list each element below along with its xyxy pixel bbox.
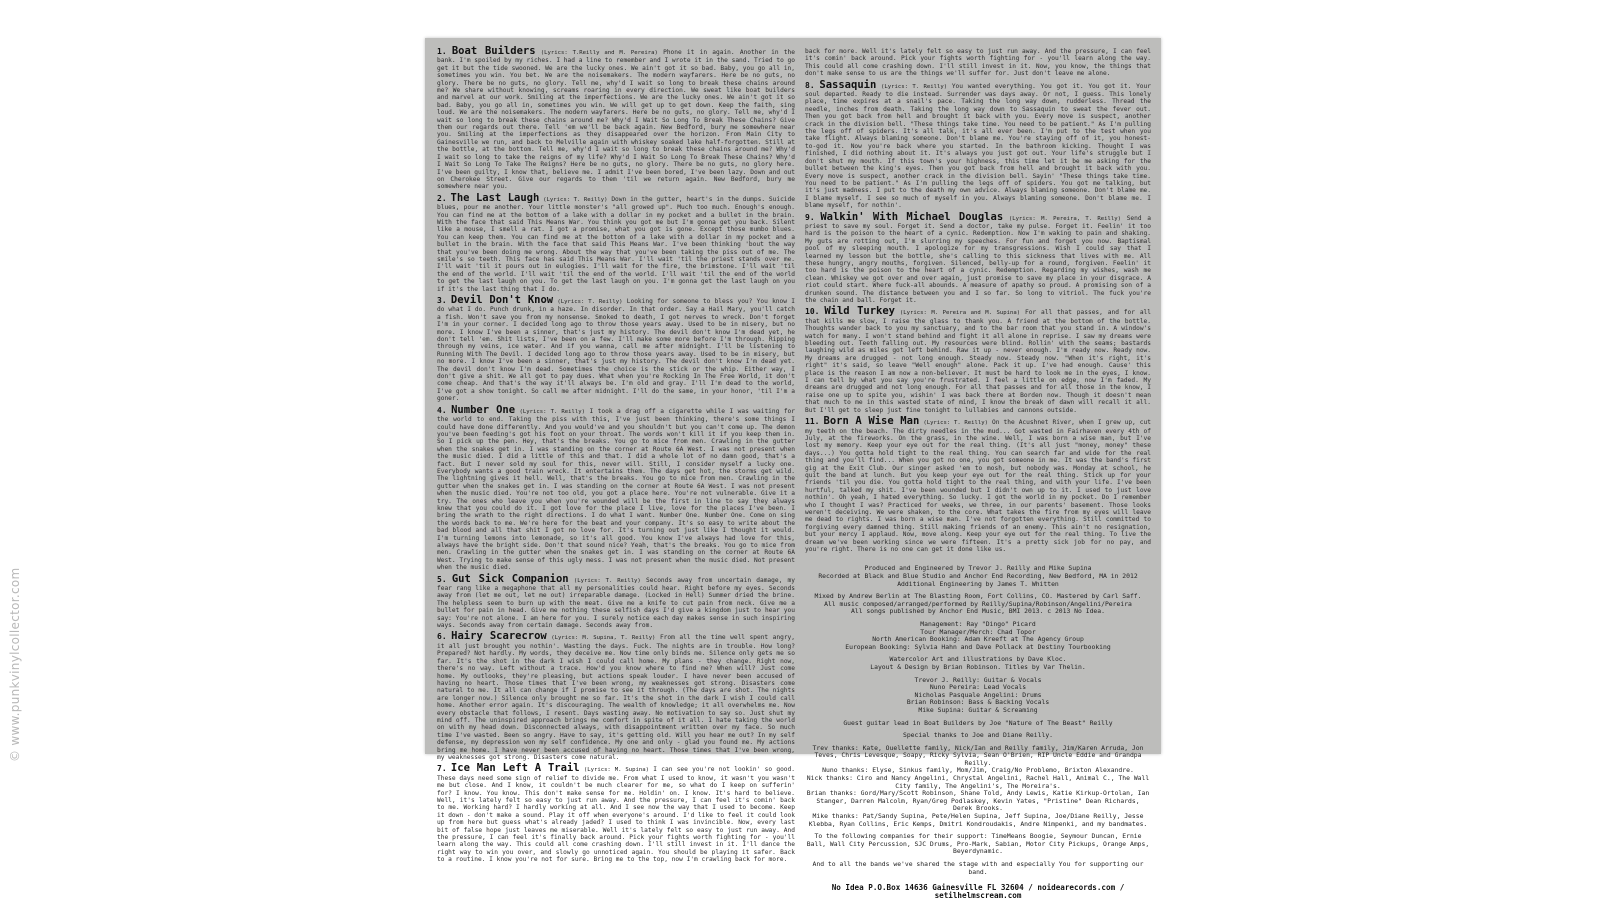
song-number: 4.: [437, 405, 447, 415]
credit-block: [805, 677, 1151, 715]
song-number: 7.: [437, 764, 447, 774]
song-title: Walkin' With Michael Douglas: [820, 210, 1004, 223]
credit-line: North American Booking: Adam Kreeft at The Agency Group: [872, 635, 1084, 644]
credit-line: Brian Robinson: Bass & Backing Vocals: [906, 698, 1050, 707]
song-title: Ice Man Left A Trail: [450, 762, 580, 775]
song-continuation: [805, 48, 1151, 78]
song-entry: [437, 45, 795, 191]
watermark-text: © www.punkvinylcollector.com: [8, 567, 22, 762]
song-entry: [437, 762, 795, 864]
credit-line: All music composed/arranged/performed by Reilly/Supina/Robinson/Angelini/Pereira: [824, 599, 1132, 608]
song-entry: [805, 78, 1151, 210]
credit-line: Mixed by Andrew Berlin at The Blasting Room, Fort Collins, CO. Mastered by Carl Saff.: [814, 592, 1142, 601]
song-title: Gut Sick Companion: [451, 572, 569, 585]
credit-block: [805, 565, 1151, 588]
song-lyrics: For all that passes, and for all that kills me slow, I raise the glass to thank you. A friend at the bottom of the bottle. Thoughts wander back to you my sanctuary, and to the bar room that you stand in. A window's watch for many. I won't stand behind and fight it all alone in reprise. I saw my dreams were bleeding out. Teeth falling out. My resources were blind. Rollin' with the seams; bastards laughing wild as miles got left behind. Raw it up - never enough. I'm ready now. Ready now. My dreams are drugged - not long enough. Steady now. Steady now. "When it's right, it's right" it's said, so leave "Well enough" alone. Pack it up. I've had enough. Cause' this place is the reason I am now a non-believer. It must be hard to look me in the eyes, I know. I can tell by what you say you're frustrated. I feel a little on edge, now I'm faded. My dreams are drugged and not long enough. For all that passes and for all those in the know, I raise one up to spite you, wishin' I was back there at Borden now. Though it doesn't mean that much to me in this wasted state of mind, I know the break of dawn will recall it all. But I'll get to sleep just fine tonight to lullabies and cannons outside.: [805, 309, 1151, 414]
song-lyrics: Looking for someone to bless you? You know I do what I do. Punch drunk, in a haze. In disorder. In that order. Say a Hail Mary, you'll catch a fish. Won't save you from my nonsense. Smoked to death, I got nerves to wreck. Don't forget I'm in your corner. I decided long ago to throw those years away. Used to be in misery, but no more. I know I've been a sinner, that's just my history. The devil don't know I'm dead yet, he don't tell 'em. Shit lists, I've been on a few. I'll make some more before I'm through. Ripping through my veins, ice water. And if you wanna, call me after midnight. I'll be listening to Running With The Devil. I decided long ago to throw those years away. Used to be in misery, but no more. I know I've been a sinner, that's just my history. The devil don't know I'm dead yet. The devil don't know I'm dead. Sometimes the choice is the stick or the whip. Either way, I don't give a shit. We all got to pay dues. What when you're Rocking In The Free World, it don't come cheap. And that's the way it'll always be. I'm old and gray. I'll I'm dead to the world, I've got a show tonight. So call me after midnight. I'll do the same, in your honor, 'til I'm a goner.: [437, 298, 795, 403]
song-credit: (Lyrics: T.Reilly and M. Pereira): [540, 50, 658, 56]
song-number: 9.: [805, 212, 815, 222]
song-entry: [805, 210, 1151, 305]
credit-line: Recorded at Black and Blue Studio and Anchor End Recording, New Bedford, MA in 2012: [818, 572, 1138, 580]
credit-line: Guest guitar lead in Boat Builders by Joe "Nature of The Beast" Reilly: [843, 718, 1113, 727]
song-entry: [805, 415, 1151, 553]
credit-line: Tour Manager/Merch: Chad Topor: [920, 627, 1036, 636]
song-credit: (Lyrics: M. Pereira and M. Supina): [899, 310, 1021, 317]
credit-line: Produced and Engineered by Trevor J. Reilly and Mike Supina: [864, 564, 1092, 573]
album-credits: [805, 565, 1151, 876]
song-lyrics: From all the time well spent angry, it all just brought you nothin'. Wasting the days. Fuck. The nights are in trouble. How long? Prepared? Not hardly. My words, they deceive me. Now time only binds me. Silence only gets me so far. It's the shot in the dark I wish I could call home. My plans - they change. Right now, there's no way. Left without a trace. How'd you know where to find me? When will? Just come home. My outlooks, they're pleasing, but actions speak louder. I have never been accused of having no heart. Those times that I've been wrong, my weaknesses got strong. Disasters come natural to me. It all can change if I promise to see it through. (The days are shot. The nights are longer now.) Silence only brought me so far. It's the shot in the dark I wish I could call home. Another error again. It's discouraging. The wealth of knowledge; it all overwhelms me. Now every obstacle that follows, I resent. Days wasting away. No motivation to say so. Just shut my mind off. The uninspired approach brings me comfort in spite of it all. I hate taking the world on with my head down. Disconnected always, with disappointment written over my face. So much time I've wasted. Been so angry. Have to say, it's getting old. Will you hear me out? In my self defense, my depression won my self confidence. My one and only - glad you found me. My actions bring me home. I have never been accused of having no heart. Those times that I've been wrong, my weaknesses got strong. Disasters come natural.: [437, 634, 796, 761]
lyric-sheet: [425, 38, 1161, 900]
song-lyrics: Send a priest to save my soul. Forget it. Send a doctor, take my pulse. Forget it. Feelin' it too hard is the poison to the heart of a cynic. Redemption. Now I'm waking to pain and shaking. My guts are rotting out, I'm slurring my speeches. For fun and forget you now. Baptismal pool of my sleeping mouth. I apologize for my transgressions. Wish I could say that I learned my lesson but the bottle, she's calling to this sickness that lives with me. All these hungry, angry mouths, forgiven. Silenced, belly-up for a round, forgiven. Feelin' it too hard is the poison to the heart of a cynic. Redemption. Regarding my wishes, wash me clean. Whiskey we got over and over again, just promise to save my place in your disgrace. A riot could start. Where fuck-all abounds. A measure of apathy so proud. A promising son of a drunken sound. The distance between you and I so far. So long to vitriol. The fuck you're the chain and ball. Forget it.: [805, 214, 1151, 304]
credit-line: Brian thanks: Gord/Mary/Scott Robinson, Shane Told, Andy Lewis, Katie Kirkup-Ortolan, Ian Stanger, Darren Malcolm, Ryan/Greg Podlaskey, Kevin Yates, "Pristine" Dean Richards, Derek Brooks.: [806, 789, 1150, 813]
credit-block: [805, 593, 1151, 616]
song-number: 8.: [805, 80, 815, 90]
song-title: Hairy Scarecrow: [451, 630, 547, 643]
credit-line: All songs published by Anchor End Music, BMI 2013. c 2013 No Idea.: [851, 607, 1105, 616]
song-lyrics: Phone it in again. Another in the bank. I'm spoiled by my riches. I had a line to remember and I wrote it in the sand. Tried to go get it but the tide swooned. We are the lucky ones. We ain't got it so bad. Baby, you go all in, sometimes you win. You bet. We are the noisemakers. The modern wayfarers. Here be no guts, no glory. There be no guts, no glory. Tell me, why'd I wait so long to break these chains around me? We share without knowing, screams roaring in every direction. We sweat like boat builders and marvel at our work. Smiling at the imperfections. We are the lucky ones. We ain't got it so bad. Baby, you go all in, sometimes you win. We will get up to get down. Keep the faith, sing loud. We are the noisemakers. The modern wayfarers. Here be no guts, no glory. Tell me, why'd I wait so long to break these chains around me? Why'd I Wait So Long To Break These Chains? Give them our regards out there. Tell 'em we'll be back again. New Bedford, bury me somewhere near you. Smiling at the imperfections as they disappeared over the horizon. From Main City to Gainesville we run, and back to Melville again with whiskey soaked lake half-forgotten. Still at the bottle, at the bottom. Tell me, why'd I wait so long to break these chains around me? Why'd I wait so long to take the reigns of my life? Why'd I Wait So Long To Break These Chains? Why'd I Wait So Long To Take The Reigns? Here be no guts, no glory. There be no guts, no glory here. I've been guilty, I know that, believe me. I admit I've been bored, I've been lazy. Down and out on Cherokee Street. Give our regards to them 'til we return again. New Bedford, bury me somewhere near you.: [437, 49, 795, 191]
credit-line: Trevor J. Reilly: Guitar & Vocals: [914, 675, 1042, 684]
label-address: No Idea P.O.Box 14636 Gainesville FL 32604 / noidearecords.com / setilhelmscream.com: [831, 883, 1125, 900]
song-number: 1.: [437, 47, 447, 56]
song-lyrics: On the Acushnet River, when I grew up, cut my teeth on the beach. The dirty needles in the mud... Got wasted in Fairhaven every 4th of July, at the fireworks. On the grass, in the wine. Well, I was born a wise man, but I've lost my memory. Keep your eye out for the real thing. (It's all just "money, money" these days...) You gotta hold tight to the real thing. You can search far and wide for the real thing and you'll find... When you got no one, you got someone in me. It was the band's first gig at the Exit Club. Our singer asked 'em to mosh, but nobody was. Monday at school, he quit the band at lunch. But you keep your eye out for the real thing. Stick up for your friends 'til you die. You gotta hold tight to the real thing, and with your life. I've been hurtful, talked my shit. I've been wounded but I didn't own up to it. I used to just love nothin'. Oh yeah, I hated everything. So lucky. I got the world in my pocket. Do I remember who I thought I was? Practiced for weeks, we three, in our parents' basement. Those looks weren't deceiving. We were shaken, to the core. What takes the fire from my eyes will leave me dead to rights. I was born a wise man. I've not forgotten everything. Still committed to forgiving every damned thing. Still making friends of an enemy. This ain't no resignation, but your mercy I applaud. Now, move along. Keep your eye out for the real thing. To live the dream we've been working since we were fifteen. It's a pretty sick job for no pay, and you're right. There is no one can get it done like us.: [805, 419, 1151, 553]
song-title: Wild Turkey: [824, 305, 896, 318]
song-title: Sassaquin: [819, 78, 877, 91]
song-credit: (Lyrics: M. Pereira, T. Reilly): [1008, 215, 1122, 222]
song-title: Devil Don't Know: [450, 294, 554, 306]
song-lyrics: You wanted everything. You got it. You got it. Your soul departed. Ready to die instead. Surrender was days away. Or not, I guess. This lonely place, time expires at a snail's pace. Taking the long way down, rudderless. Thread the needle, inches from death. Taking the long way down to Sassaquin to sweat the fever out. Then you got back from hell and brought it back with you. Every move is suspect, another crack in the division bell. "These things take time. You need to be patient." As I'm pulling the legs off of spiders. It's all talk, it's all ever been. I'm put to the test when you take flight. Always blaming someone. Don't blame me. You're staying off of it, you honest-to-god it. Now you're back where you started. In the bathroom kicking. Thought I was finished, I did nothing about it. It's always you just got out. Your life's struggle but I don't shut my mouth. If this town's your highness, this time let it be me asking for the bullet between the king's eyes. Then you got back from hell and brought it back with you. Every move is suspect, another crack in the division bell. Sayin' "These things take time. You need to be patient." As I'm pulling the legs off of spiders. You got me talking, but it's just madness. I put to the death my own advice. Always blaming someone. Don't blame me. I blame myself. I see so much of myself in you. Always blaming someone. Don't blame me. I blame myself, for nothin'.: [805, 82, 1151, 210]
credit-line: Nicholas Pasquale Angelini: Drums: [914, 690, 1042, 699]
credit-block: [805, 833, 1151, 856]
credit-line: Layout & Design by Brian Robinson. Titles by Var Thelin.: [870, 662, 1086, 671]
song-number: 6.: [437, 632, 447, 642]
credit-line: Watercolor Art and illustrations by Dave Kloc.: [889, 655, 1067, 664]
song-credit: (Lyrics: M. Supina, T. Reilly): [551, 635, 656, 642]
credit-block: [805, 621, 1151, 651]
credit-line: Mike thanks: Pat/Sandy Supina, Pete/Helen Supina, Jeff Supina, Joe/Diane Reilly, Jesse Klebba, Ryan Collins, Eric Kemps, Dmitri Kondroudakis, Andre Nimpenki, and my bandmates.: [808, 812, 1148, 828]
song-title: The Last Laugh: [450, 191, 540, 204]
song-lyrics: Down in the gutter, heart's in the dumps. Suicide blues, pour me another. Your little monster's "all growed up". Much too much. Enough's enough. You can find me at the bottom of a lake with a dollar in my pocket and a bullet in the brain. With the face that said This Means War. You think you got me but I'm gonna get you back. Silent like a mouse, I smell a rat. I got a promise, what you got is gone. Except those mumbo blues. You can keep them. You can find me at the bottom of a lake with a dollar in my pocket and a bullet in the brain. With the face that said This Means War. I've been thinking 'bout the way that you've been doing me wrong. About the way that you've been taking the piss out of me. The smile's so teeth. This face has said This Means War. I'll wait 'til the priest stands over me. I'll wait 'til it pours out in eulogies. I'll wait for the fire, the brimstone. I'll wait 'til the end of the world. I'll wait 'til the end of the world. I'll wait 'til the end of the world to get the last laugh on you. To get the last laugh on you. I'm gonna get the last laugh on you if it's the last thing that I do.: [437, 195, 795, 293]
credit-line: Nick thanks: Ciro and Nancy Angelini, Chrystal Angelini, Rachel Hall, Animal C., The Wall City family, The Angelini's, The Moreira's.: [806, 774, 1150, 790]
credit-line: Nuno Pereira: Lead Vocals: [929, 683, 1027, 692]
song-lyrics: back for more. Well it's lately felt so easy to just run away. And the pressure, I can feel it's comin' back around. Pick your fights worth fighting for - you'll learn along the way. This could all come crashing down. I'll still invest in it. Now, you know, the things that don't make sense to us are the things we'll suffer for. Just don't leave me alone.: [805, 48, 1151, 78]
credit-block: [805, 656, 1151, 671]
song-entry: [437, 630, 796, 761]
song-number: 11.: [805, 417, 820, 427]
song-credit: (Lyrics: T. Reilly): [557, 299, 623, 305]
lyrics-column-left: [437, 45, 796, 864]
credit-block: [805, 745, 1151, 829]
song-credit: (Lyrics: T. Reilly): [923, 420, 988, 427]
song-credit: (Lyrics: T. Reilly): [543, 196, 608, 203]
credit-line: European Booking: Sylvia Hahn and Dave Pollack at Destiny Tourbooking: [845, 642, 1111, 651]
credit-line: Additional Engineering by James T. Whitten: [897, 579, 1059, 588]
song-title: Boat Builders: [451, 45, 536, 57]
song-credit: (Lyrics: M. Supina): [583, 767, 649, 774]
song-number: 5.: [437, 574, 447, 584]
song-lyrics: Seconds away from uncertain damage, my fear rang like a megaphone that all my personalities could hear. Right before my eyes. Seconds away from (let me out, let me out) irreparable damage. (Locked in Hell) Summer dried the brine. The helpless seem to burn up with the meat. Give me a knife to cut pain from neck. Give me a bullet for pain in head. Give me nothing these selfish days I'd give a kingdom just to hear you say: You're not alone. I am here for you. I surely notice each day makes sense in such inspiring ways. Seconds away from certain damage. Seconds away from.: [437, 576, 795, 630]
song-title: Born A Wise Man: [823, 415, 920, 428]
credit-line: Nuno thanks: Elyse, Sinkus family, Mom/Jim, Craig/No Problemo, Brixton Alexandre.: [822, 766, 1134, 775]
song-entry: [437, 294, 795, 403]
song-title: Number One: [451, 403, 516, 416]
song-credit: (Lyrics: T. Reilly): [881, 83, 948, 90]
song-credit: (Lyrics: T. Reilly): [573, 577, 641, 584]
song-credit: (Lyrics: T. Reilly): [519, 408, 585, 415]
song-number: 2.: [437, 193, 447, 203]
credit-block: [805, 720, 1151, 728]
credit-line: Mike Supina: Guitar & Screaming: [918, 705, 1038, 714]
credit-line: And to all the bands we've shared the stage with and especially You for supporting our band.: [812, 860, 1144, 876]
song-entry: [805, 305, 1151, 414]
credit-block: [805, 861, 1151, 876]
song-lyrics: I took a drag off a cigarette while I was waiting for the world to end. Taking the piss with this, I've just been thinking, there's some things I could have done differently. And you would've and you shouldn't but you can't come up. The demon you've been feeding's got his foot on your throat. The words won't kill it if you keep them in. So I pick up the pen. Hey, that's the breaks. You go to mice from men. Crawling in the gutter when the snakes get in. I was standing on the corner at Route 6A West. I was not present when the music died. I did a little of this and that. I did a whole lot of no damn good, that's a fact. But I never sold my soul for this, never will. Still, I consider myself a lucky one. Everybody wants a good train wreck. It entertains them. The days get hot, the storms get wild. The lightning gives it hell. Well, that's the breaks. You go to mice from men. Crawling in the gutter when the snakes get in. I was standing on the corner at Route 6A West. I was not present when the music died. You're not too old, you got a place here. You're not vulnerable. Give it a try. The ones who leave you when you're wounded will be the first in line to say they always knew that you could do it. I got love for the place I live, love for the places I've been. I bring the wrath to the right directions. I do what I want. Number One. Number One. Come on sing the words back to me. We're here for the beat and your company. It's so easy to write about the bad blood and all that shit I got no love for. It's turning out just like I thought it would. I'm turning lemons into lemonade, so it's all good. You know I've always had love for this, always have the bright side. Don't that sound nice? Yeah, that's the breaks. You go to mice from men. Crawling in the gutter when the snakes get in. I was standing on the corner at Route 6A West. Trying to make sense of this ugly mess. I was not present when the music died. Not present when the music died.: [437, 407, 795, 572]
song-lyrics: I can see you're not lookin' so good. These days need some sign of relief to divide me. From what I used to know, it wasn't you wasn't me but close. And I know, it couldn't be much clearer for me, so what do I keep on sufferin' for? I know. You know. This don't make sense for me. Holdin' on. I know. It's hard to believe. Well, it's lately felt so easy to just run away. And the pressure, I can feel it's comin' back to me. Working hard? I hardly working at all. And I see now the way that I used to become. Keep it down - don't make a sound. Play it off when everyone's around. I'd like to feel it could look up from here but guess what's already jaded? I used to think I was invincible. Now, every last bit of false hope just leaves me miserable. Well it's lately felt so easy to just run away. And the pressure, I can feel it's finally back around. Pick your fights worth fighting for - you'll learn along the way. This could all come crashing down. I'll still invest in it. I'll dance the right way to win you over, and slowly go unnoticed again. You should be playing it safer. Back to a routine. I know you're not for sure. Bring me to the top, now I'm crawling back for more.: [437, 766, 795, 864]
song-number: 10.: [805, 307, 820, 317]
song-entry: [437, 191, 795, 293]
credit-block: [805, 732, 1151, 740]
credit-line: Management: Ray "Dingo" Picard: [920, 619, 1036, 628]
song-entry: [437, 572, 795, 630]
credit-line: Special thanks to Joe and Diane Reilly.: [902, 731, 1054, 740]
credit-line: To the following companies for their support: TimeMeans Boogie, Seymour Duncan, Ernie Ball, Wall City Percussion, SJC Drums, Pro-Mark, Sabian, Motor City Pickups, Orange Amps, Beyerdynamic.: [806, 832, 1150, 856]
lyrics-column-right: [805, 48, 1151, 900]
credit-line: Trev thanks: Kate, Ouellette family, Nick/Ian and Reilly family, Jim/Karen Arruda, Jon Teves, Chris Levesque, Soapy, Ricky Sylvia, Sean O'Brien, RIP Uncle Eddie and Grandpa Reilly.: [812, 743, 1144, 767]
song-number: 3.: [437, 296, 447, 305]
song-entry: [437, 403, 795, 572]
